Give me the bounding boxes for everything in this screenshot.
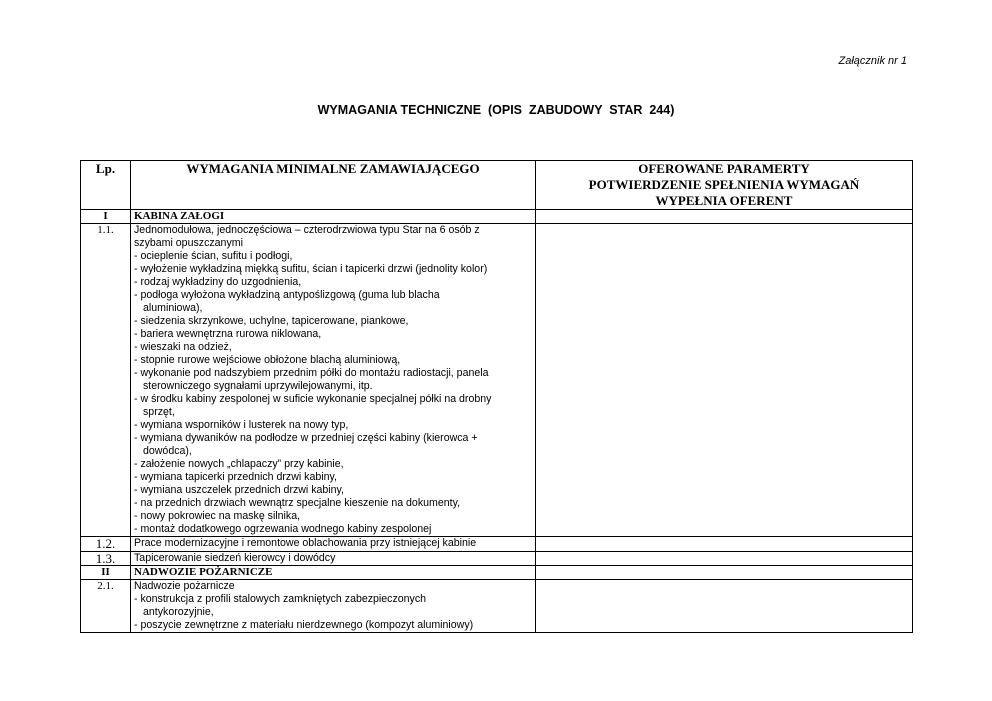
offer-cell[interactable] (536, 551, 913, 566)
item-number: 1.1. (81, 224, 131, 537)
desc-line: - siedzenia skrzynkowe, uchylne, tapicerowane, piankowe, (134, 315, 409, 327)
section-number: I (81, 210, 131, 224)
desc-line: - poszycie zewnętrzne z materiału nierdzewnego (kompozyt aluminiowy) (134, 619, 474, 631)
desc-line: - konstrukcja z profili stalowych zamkniętych zabezpieczonych (134, 593, 427, 605)
section-row-kabina (81, 210, 913, 224)
desc-line: - stopnie rurowe wejściowe obłożone blachą aluminiową, (134, 354, 401, 366)
desc-line: aluminiowa), (143, 302, 203, 314)
desc-line: sprzęt, (143, 406, 175, 418)
header-requirements: WYMAGANIA MINIMALNE ZAMAWIAJĄCEGO (131, 161, 536, 210)
desc-line: sterowniczego sygnałami uprzywilejowanymi, itp. (143, 380, 373, 392)
requirements-table (80, 160, 913, 633)
item-number: 1.2. (81, 537, 131, 552)
section-number: II (81, 566, 131, 580)
item-description: Tapicerowanie siedzeń kierowcy i dowódcy (131, 551, 536, 566)
desc-line: - wymiana uszczelek przednich drzwi kabiny, (134, 484, 344, 496)
desc-line: - wymiana tapicerki przednich drzwi kabiny, (134, 471, 337, 483)
desc-line: - wieszaki na odzież, (134, 341, 232, 353)
desc-line: - wykonanie pod nadszybiem przednim półki do montażu radiostacji, panela (134, 367, 489, 379)
table-row-1-3 (81, 551, 913, 566)
desc-line: - w środku kabiny zespolonej w suficie wykonanie specjalnej półki na drobny (134, 393, 492, 405)
item-description (131, 224, 536, 537)
desc-line: - wymiana wsporników i lusterek na nowy typ, (134, 419, 349, 431)
header-offer-line: WYPEŁNIA OFERENT (655, 193, 793, 208)
desc-line: - rodzaj wykładziny do uzgodnienia, (134, 276, 302, 288)
header-offer (536, 161, 913, 210)
header-offer-line: OFEROWANE PARAMERTY (638, 161, 810, 176)
desc-line: - na przednich drzwiach wewnątrz specjalne kieszenie na dokumenty, (134, 497, 461, 509)
desc-line: Nadwozie pożarnicze (134, 580, 235, 592)
offer-cell[interactable] (536, 537, 913, 552)
desc-line: Jednomodułowa, jednoczęściowa – czterodrzwiowa typu Star na 6 osób z (134, 224, 480, 236)
desc-line: - założenie nowych „chlapaczy” przy kabinie, (134, 458, 344, 470)
annex-label: Załącznik nr 1 (838, 55, 907, 67)
section-row-nadwozie (81, 566, 913, 580)
desc-line: - wyłożenie wykładziną miękką sufitu, ścian i tapicerki drzwi (jednolity kolor) (134, 263, 488, 275)
desc-line: - montaż dodatkowego ogrzewania wodnego kabiny zespolonej (134, 523, 432, 535)
desc-line: szybami opuszczanymi (134, 237, 243, 249)
item-description: Prace modernizacyjne i remontowe oblachowania przy istniejącej kabinie (131, 537, 536, 552)
table-row-1-1 (81, 224, 913, 537)
table-row-1-2 (81, 537, 913, 552)
offer-cell[interactable] (536, 224, 913, 537)
desc-line: - ocieplenie ścian, sufitu i podłogi, (134, 250, 293, 262)
offer-cell[interactable] (536, 210, 913, 224)
header-lp: Lp. (81, 161, 131, 210)
table-header-row (81, 161, 913, 210)
offer-cell[interactable] (536, 566, 913, 580)
offer-cell[interactable] (536, 580, 913, 633)
section-name: NADWOZIE POŻARNICZE (131, 566, 536, 580)
desc-line: - bariera wewnętrzna rurowa niklowana, (134, 328, 322, 340)
desc-line: - wymiana dywaników na podłodze w przedniej części kabiny (kierowca + (134, 432, 478, 444)
desc-line: - nowy pokrowiec na maskę silnika, (134, 510, 301, 522)
header-offer-line: POTWIERDZENIE SPEŁNIENIA WYMAGAŃ (588, 177, 860, 192)
table-row-2-1 (81, 580, 913, 633)
item-description (131, 580, 536, 633)
desc-line: - podłoga wyłożona wykładziną antypoślizgową (guma lub blacha (134, 289, 440, 301)
desc-line: dowódca), (143, 445, 192, 457)
item-number: 1.3. (81, 551, 131, 566)
item-number: 2.1. (81, 580, 131, 633)
desc-line: antykorozyjnie, (143, 606, 214, 618)
document-title: WYMAGANIA TECHNICZNE (OPIS ZABUDOWY STAR 244) (317, 103, 675, 117)
section-name: KABINA ZAŁOGI (131, 210, 536, 224)
